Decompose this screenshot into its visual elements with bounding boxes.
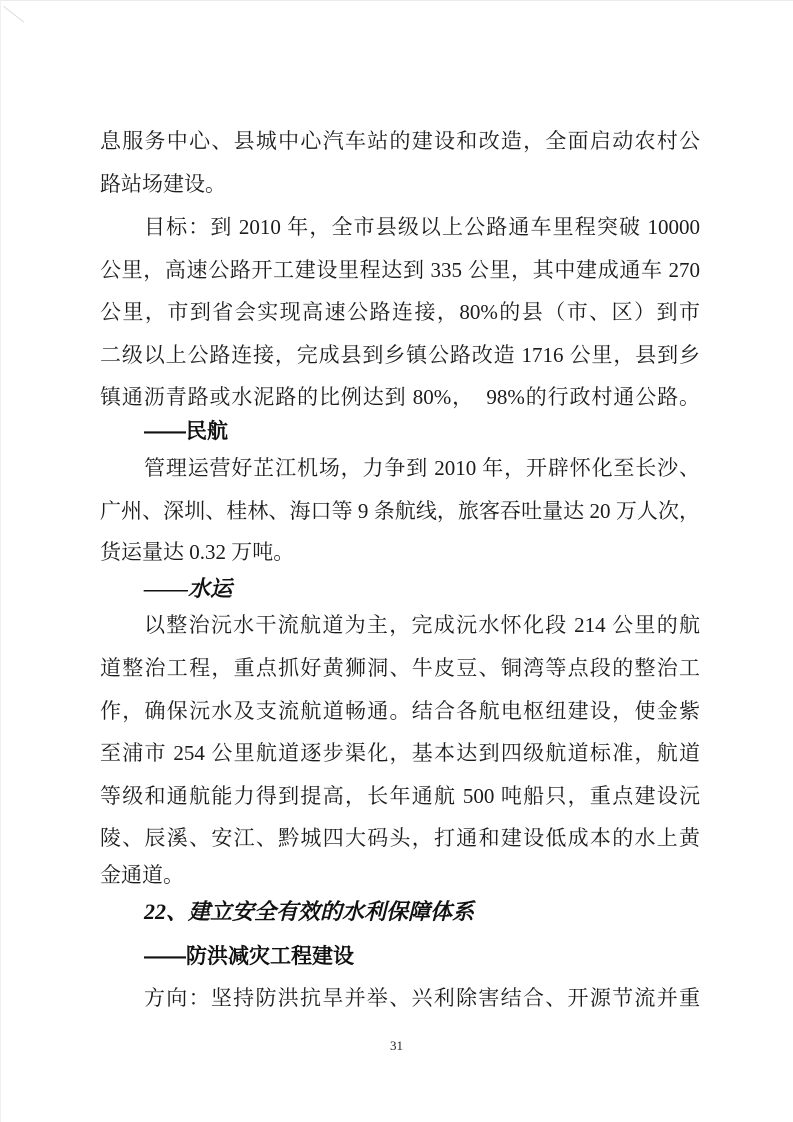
scan-edge-top <box>0 0 793 1</box>
text-line: 二级以上公路连接，完成县到乡镇公路改造 1716 公里，县到乡 <box>100 343 700 367</box>
text-line: 等级和通航能力得到提高，长年通航 500 吨船只，重点建设沅 <box>100 784 700 808</box>
text-line: 目标：到 2010 年，全市县级以上公路通车里程突破 10000 <box>144 215 700 239</box>
section-heading-flood-control: ——防洪减灾工程建设 <box>144 945 354 968</box>
text-line: 方向：坚持防洪抗旱并举、兴利除害结合、开源节流并重 <box>144 986 700 1010</box>
section-heading-water-transport: ——水运 <box>144 576 233 601</box>
page-number: 31 <box>390 1038 403 1053</box>
text-line: 道整治工程，重点抓好黄狮洞、牛皮豆、铜湾等点段的整治工 <box>100 656 700 680</box>
text-line: 至浦市 254 公里航道逐步渠化，基本达到四级航道标准，航道 <box>100 741 700 765</box>
scan-scratch-artifact <box>3 6 24 23</box>
scan-edge-left <box>0 0 1 1122</box>
text-line: 陵、辰溪、安江、黔城四大码头，打通和建设低成本的水上黄 <box>100 826 700 850</box>
text-line: 金通道。 <box>100 863 184 887</box>
section-heading-civil-aviation: ——民航 <box>144 420 228 443</box>
text-line: 公里，市到省会实现高速公路连接，80%的县（市、区）到市 <box>100 300 700 324</box>
numbered-heading-22-water-conservancy: 22、建立安全有效的水利保障体系 <box>144 899 475 924</box>
text-line: 广州、深圳、桂林、海口等 9 条航线，旅客吞吐量达 20 万人次， <box>100 499 700 523</box>
text-line: 以整治沅水干流航道为主，完成沅水怀化段 214 公里的航 <box>144 613 700 637</box>
text-line: 息服务中心、县城中心汽车站的建设和改造，全面启动农村公 <box>100 129 700 153</box>
text-line: 管理运营好芷江机场，力争到 2010 年，开辟怀化至长沙、 <box>144 456 700 480</box>
text-line: 作，确保沅水及支流航道畅通。结合各航电枢纽建设，使金紫 <box>100 699 700 723</box>
text-line: 镇通沥青路或水泥路的比例达到 80%， 98%的行政村通公路。 <box>100 385 700 409</box>
text-line: 货运量达 0.32 万吨。 <box>100 540 295 564</box>
text-line: 公里，高速公路开工建设里程达到 335 公里，其中建成通车 270 <box>100 258 700 282</box>
text-line: 路站场建设。 <box>100 172 226 196</box>
